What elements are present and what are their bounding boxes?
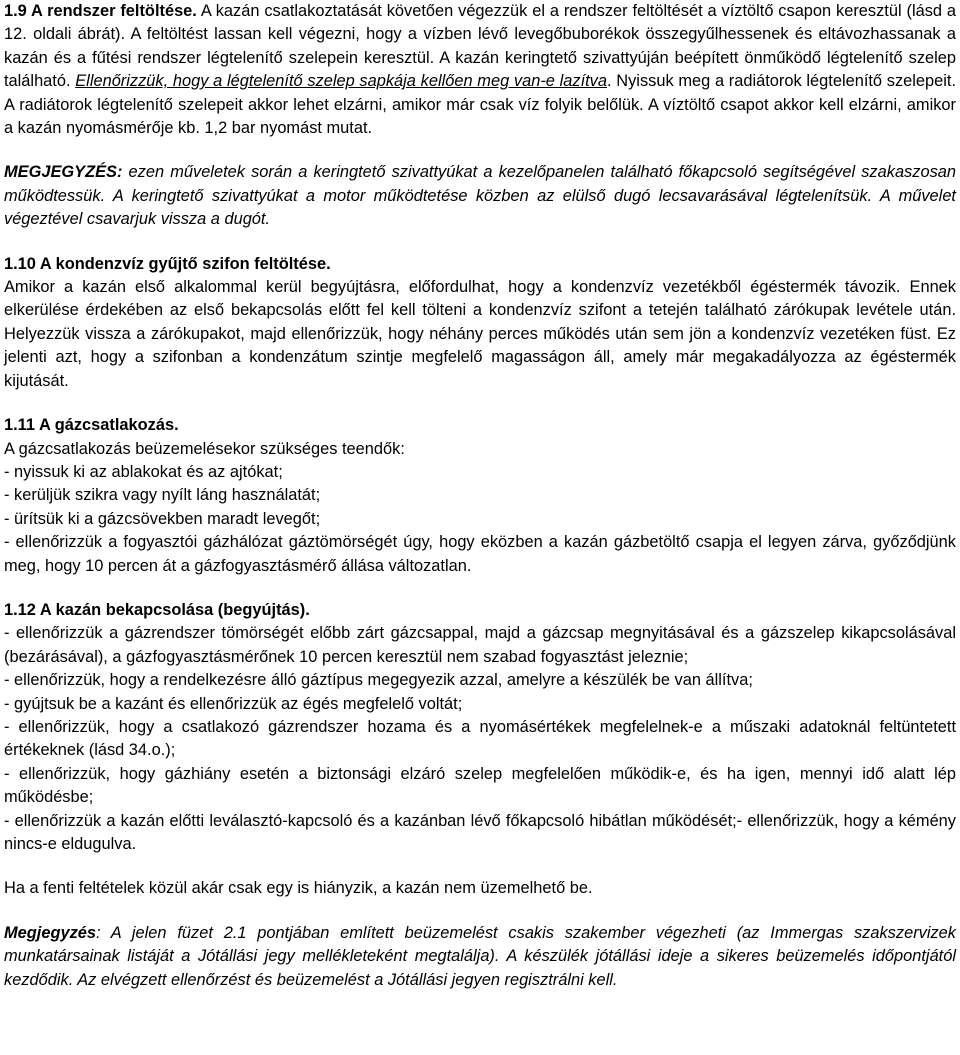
section-1-11 <box>4 414 956 578</box>
section-1-11-heading: 1.11 A gázcsatlakozás. <box>4 416 179 435</box>
list-item: - ürítsük ki a gázcsövekben maradt levegőt; <box>4 509 321 528</box>
note-final-text: : A jelen füzet 2.1 pontjában említett beüzemelést csakis szakember végezheti (az Immergas szakszervizek munkatársainak listáját a Jótállási jegy mellékleteként megtalálja). A készülék jótállási ideje a sikeres beüzemelés időpontjától kezdődik. Az elvégzett ellenőrzést és beüzemelést a Jótállási jegyen regisztrálni kell. <box>4 923 956 989</box>
note-megjegyzes-text: ezen műveletek során a keringtető szivattyúkat a kezelőpanelen található főkapcsoló segítségével szakaszosan működtessük. A keringtető szivattyúkat a motor működtetése közben az elülső dugó lecsavarásával légtelenítsük. A művelet végeztével csavarjuk vissza a dugót. <box>4 163 956 229</box>
section-1-12 <box>4 599 956 856</box>
list-item: - ellenőrizzük, hogy gázhiány esetén a biztonsági elzáró szelep megfelelően működik-e, és ha igen, mennyi idő alatt lép működésbe; <box>4 764 956 807</box>
note-final <box>4 922 956 992</box>
list-item: - ellenőrizzük a gázrendszer tömörségét előbb zárt gázcsappal, majd a gázcsap megnyitásával és a gázszelep kikapcsolásával (bezárásával), a gázfogyasztásmérőnek 10 percen keresztül nem szabad fogyasztást jeleznie; <box>4 624 956 666</box>
list-item: - nyissuk ki az ablakokat és az ajtókat; <box>4 462 283 481</box>
section-1-9-underlined: Ellenőrizzük, hogy a légtelenítő szelep sapkája kellően meg van-e lazítva <box>75 72 607 91</box>
section-1-10-text: Amikor a kazán első alkalommal kerül begyújtásra, előfordulhat, hogy a kondenzvíz vezetékből égéstermék távozik. Ennek elkerülése érdekében az első bekapcsolás előtt fel kell tölteni a kondenzvíz szifont a tetején található zárókupak levétele után. Helyezzük vissza a zárókupakot, majd ellenőrizzük, hogy néhány perces működés után sem jön a kondenzvíz vezetéken füst. Ez jelenti azt, hogy a szifonban a kondenzátum szintje megfelelő magasságon áll, amely már megakadályozza az égéstermék kijutását. <box>4 278 956 390</box>
list-item: - ellenőrizzük, hogy a rendelkezésre álló gáztípus megegyezik azzal, amelyre a készülék be van állítva; <box>4 671 753 690</box>
section-1-10-heading: 1.10 A kondenzvíz gyűjtő szifon feltöltése. <box>4 254 331 273</box>
section-1-9-text-1: A kazán csatlakoztatását követően végezzük el a rendszer feltöltését a víztöltő csapon keresztül (lásd a 12. oldali ábrát). A feltöltést lassan kell végezni, hogy a vízben lévő levegőbuborékok összegyűlhessenek és eltávozhassanak a kazán és a fűtési rendszer légtelenítő szelepein keresztül. A kazán keringtető szivattyúján beépített önműködő légtelenítő szelep található. <box>4 2 956 91</box>
list-item: - ellenőrizzük, hogy a csatlakozó gázrendszer hozama és a nyomásértékek megfelelnek-e a műszaki adatoknál feltüntetett értékeknek (lásd 34.o.); <box>4 717 956 760</box>
note-megjegyzes <box>4 161 956 231</box>
note-final-label: Megjegyzés <box>4 923 97 942</box>
section-1-10 <box>4 253 956 393</box>
list-item: - kerüljük szikra vagy nyílt láng használatát; <box>4 486 321 505</box>
closing-statement: Ha a fenti feltételek közül akár csak egy is hiányzik, a kazán nem üzemelhető be. <box>4 879 593 898</box>
section-1-9-text-2: . Nyissuk meg a radiátorok légtelenítő szelepeit. A radiátorok légtelenítő szelepeit akkor lehet elzárni, amikor már csak víz folyik belőlük. A víztöltő csapot akkor kell elzárni, amikor a kazán nyomásmérője kb. 1,2 bar nyomást mutat. <box>4 72 956 138</box>
section-1-9-heading: 1.9 A rendszer feltöltése. <box>4 2 197 20</box>
list-item: - ellenőrizzük a fogyasztói gázhálózat gáztömörségét úgy, hogy eközben a kazán gázbetöltő csapja el legyen zárva, győződjünk meg, hogy 10 percen át a gázfogyasztásmérő állása változatlan. <box>4 533 956 575</box>
list-item: - ellenőrizzük a kazán előtti leválasztó-kapcsoló és a kazánban lévő főkapcsoló hibátlan működését;- ellenőrizzük, hogy a kémény nincs-e eldugulva. <box>4 811 956 853</box>
note-megjegyzes-label: MEGJEGYZÉS: <box>4 163 123 182</box>
list-item: - gyújtsuk be a kazánt és ellenőrizzük az égés megfelelő voltát; <box>4 694 463 713</box>
section-1-12-heading: 1.12 A kazán bekapcsolása (begyújtás). <box>4 600 310 619</box>
section-1-11-intro: A gázcsatlakozás beüzemelésekor szükséges teendők: <box>4 439 405 458</box>
section-1-9 <box>4 0 956 140</box>
